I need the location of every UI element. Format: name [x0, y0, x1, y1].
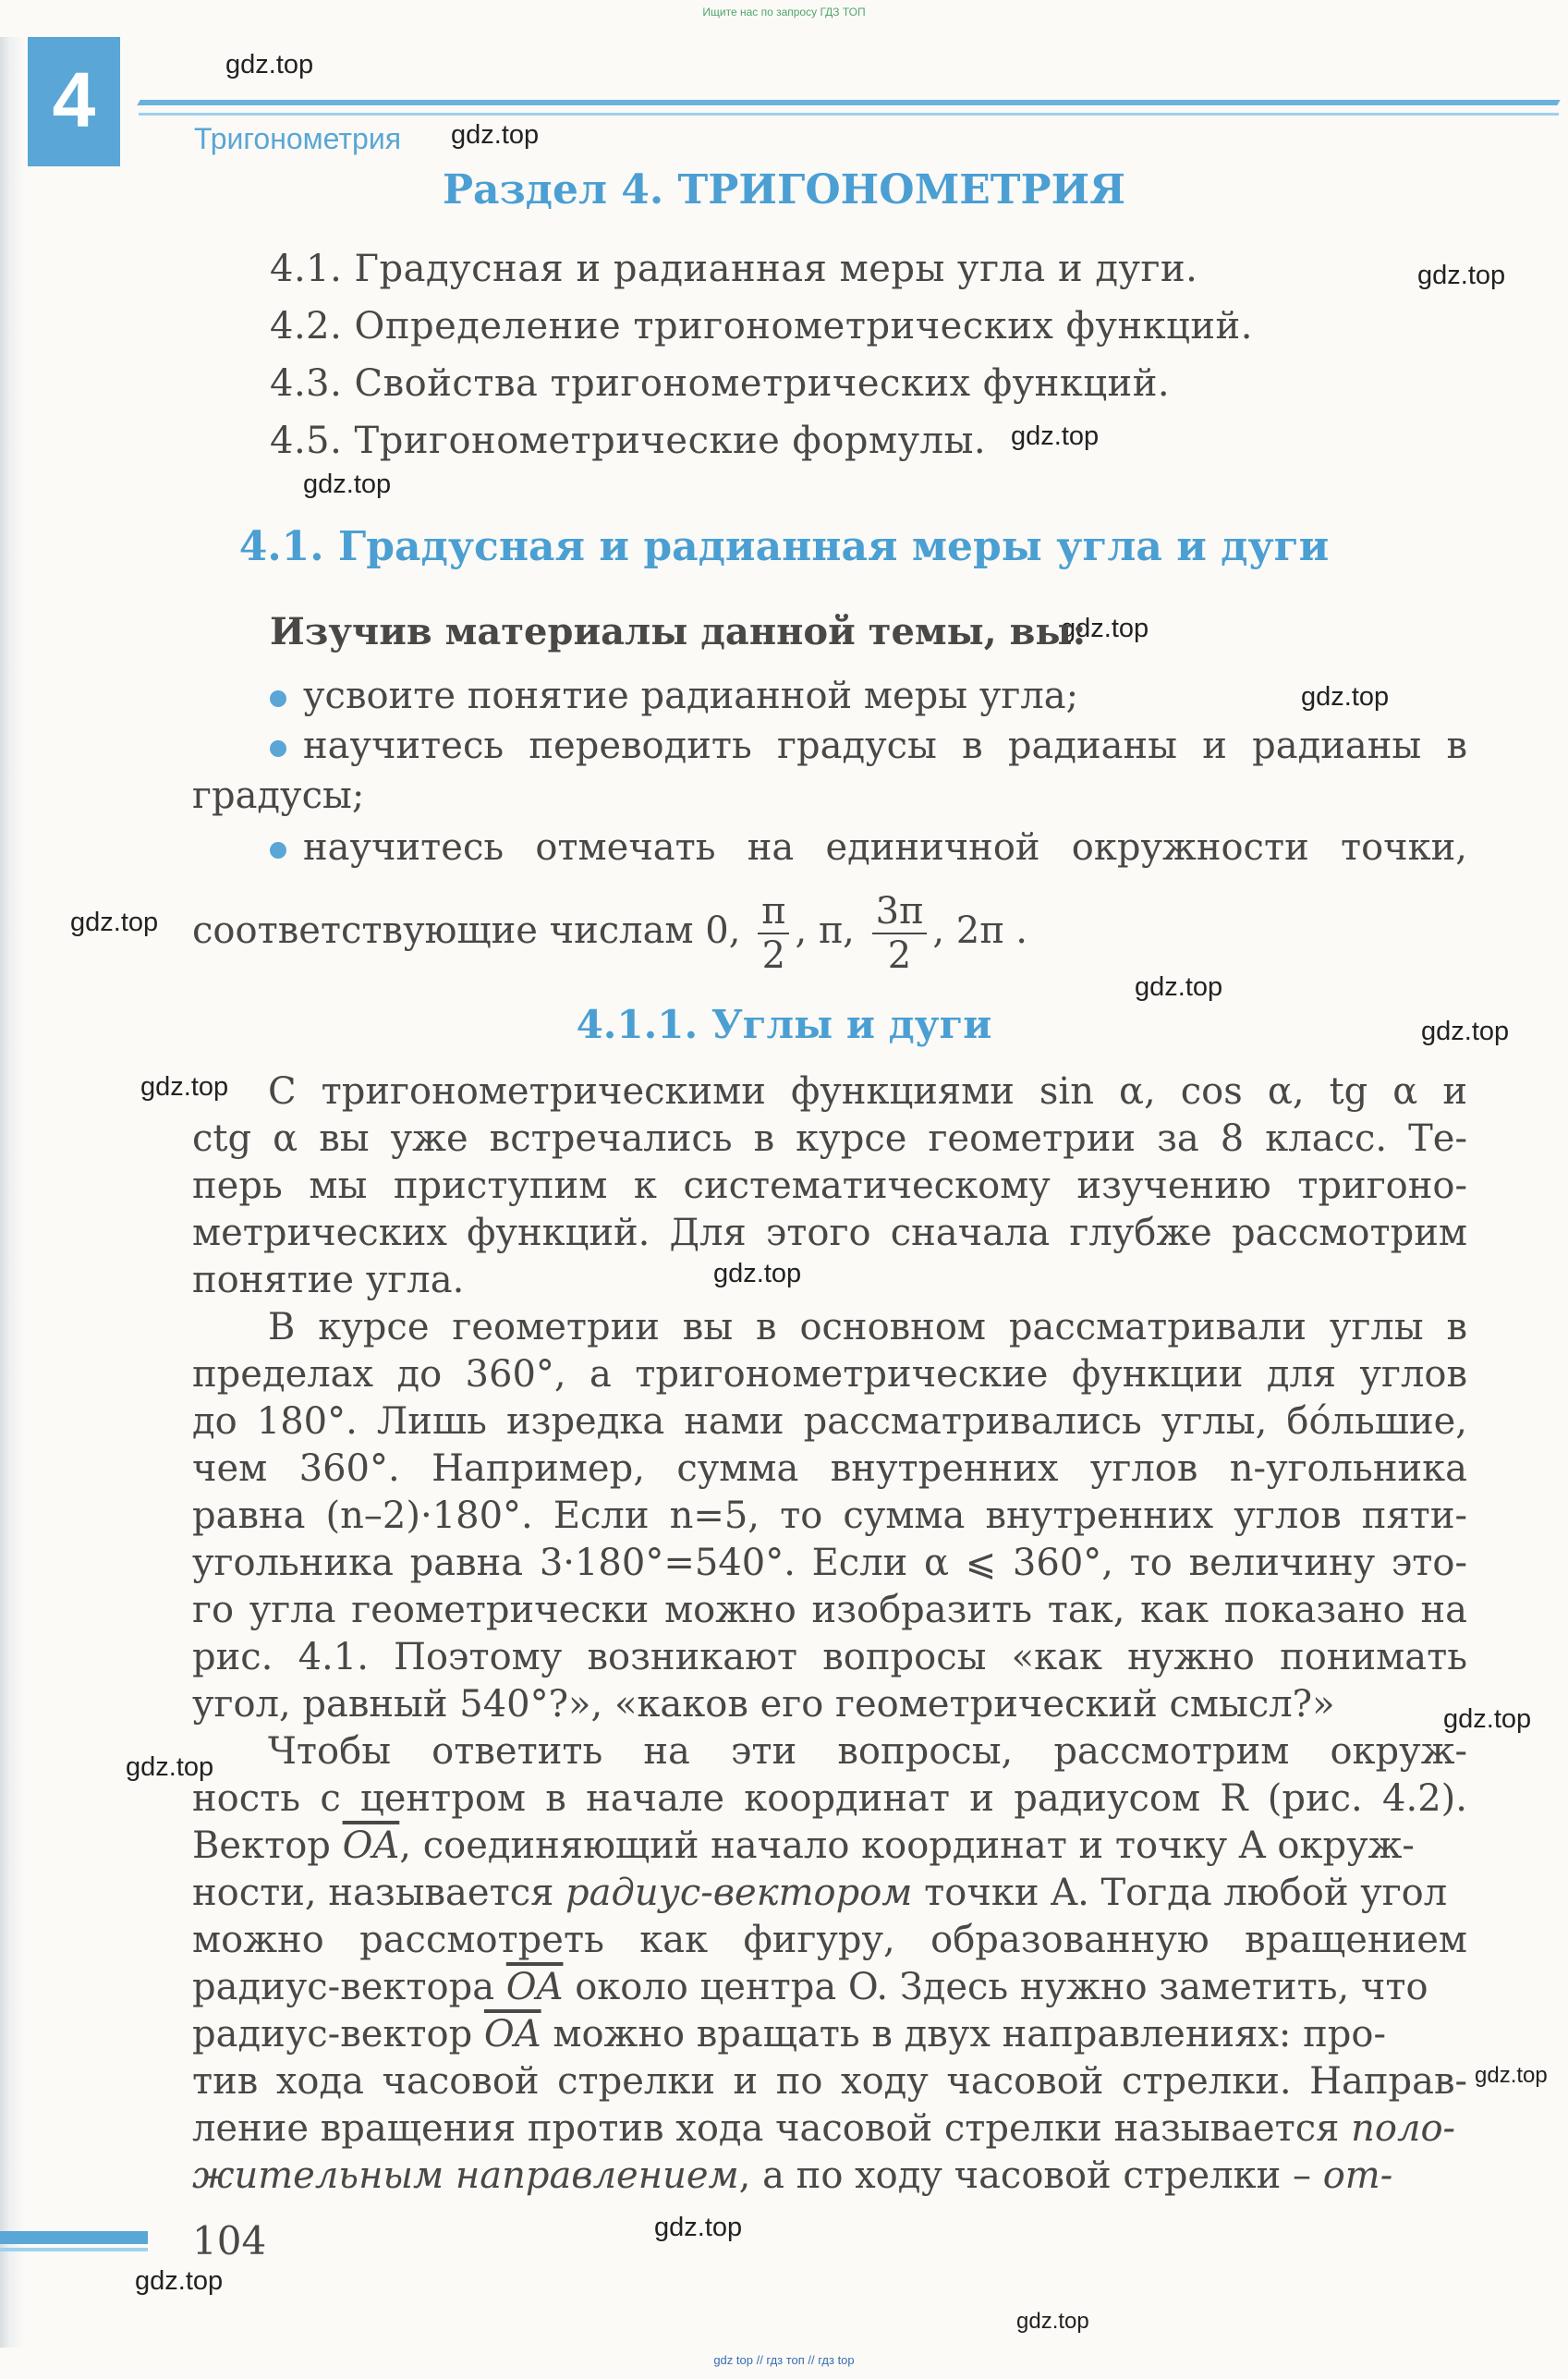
text-line: го угла геометрически можно изобразить так, как показано на	[192, 1589, 1467, 1631]
goal-item-cont: соответствующие числам 0, $\frac{\pi}{2}$ , π, $\frac{3\pi}{2}$ , 2π .	[192, 890, 1027, 977]
subsection-title: 4.1. Градусная и радианная меры угла и дуги	[238, 523, 1330, 570]
header-rule-thin	[139, 113, 1559, 116]
bullet-icon	[270, 690, 286, 707]
text-line: С тригонометрическими функциями sin α, cos α, tg α и	[268, 1070, 1468, 1113]
watermark: gdz.top	[70, 908, 159, 937]
footer-bar-thin	[0, 2248, 148, 2251]
bottom-notice: gdz top // гдз топ // гдз top	[713, 2353, 855, 2367]
goals-intro: Изучив материалы данной темы, вы:	[270, 610, 1087, 653]
watermark: gdz.top	[713, 1259, 802, 1288]
watermark: gdz.top	[303, 470, 392, 499]
text-line: ность с центром в начале координат и радиусом R (рис. 4.2).	[192, 1777, 1467, 1820]
watermark: gdz.top	[135, 2266, 224, 2296]
fraction: $\frac{\pi}{2}$	[758, 890, 789, 977]
text-line: перь мы приступим к систематическому изучению тригоно-	[192, 1165, 1467, 1207]
vector-oa: $\overline{OA}$	[342, 1824, 400, 1867]
text-line: Чтобы ответить на эти вопросы, рассмотрим окруж-	[268, 1730, 1467, 1773]
text-line: можно рассмотреть как фигуру, образованную вращением	[192, 1919, 1467, 1961]
text-line: Вектор $\overline{OA}$, соединяющий начало координат и точку A окруж-	[192, 1824, 1415, 1867]
watermark: gdz.top	[1417, 261, 1506, 290]
text-line: понятие угла.	[192, 1259, 465, 1301]
text-line: угольника равна 3·180°=540°. Если α ⩽ 360°, то величину это-	[192, 1542, 1467, 1584]
goal-item: усвоите понятие радианной меры угла;	[270, 673, 1545, 720]
goal-item: научитесь переводить градусы в радианы и радианы в	[270, 723, 1467, 770]
watermark: gdz.top	[1301, 682, 1390, 712]
footer-bar	[0, 2231, 148, 2244]
watermark: gdz.top	[451, 120, 540, 150]
page-edge	[0, 37, 24, 2348]
text-line: чем 360°. Например, сумма внутренних углов n-угольника	[192, 1447, 1467, 1490]
text-line: метрических функций. Для этого сначала глубже рассмотрим	[192, 1212, 1467, 1254]
watermark: gdz.top	[1443, 1704, 1532, 1734]
goal-item-cont: градусы;	[192, 775, 365, 817]
text-line: тив хода часовой стрелки и по ходу часовой стрелки. Направ-	[192, 2060, 1467, 2103]
text-line: радиус-вектора $\overline{OA}$ около центра O. Здесь нужно заметить, что	[192, 1966, 1428, 2008]
watermark: gdz.top	[1061, 614, 1149, 643]
vector-oa: $\overline{OA}$	[505, 1966, 564, 2008]
text-line: ление вращения против хода часовой стрелки называется поло-	[192, 2107, 1456, 2150]
bullet-icon	[270, 740, 286, 757]
text-line: радиус-вектор $\overline{OA}$ можно вращать в двух направлениях: про-	[192, 2013, 1386, 2056]
watermark: gdz.top	[1421, 1017, 1510, 1046]
vector-oa: $\overline{OA}$	[483, 2013, 541, 2056]
chapter-number: 4	[52, 56, 96, 143]
header-rule	[137, 100, 1560, 105]
goal-item: научитесь отмечать на единичной окружности точки,	[270, 824, 1467, 872]
toc-item: 4.5. Тригонометрические формулы.	[270, 420, 987, 462]
page-number: 104	[192, 2218, 267, 2263]
text-line: ctg α вы уже встречались в курсе геометрии за 8 класс. Те-	[192, 1117, 1467, 1160]
watermark: gdz.top	[225, 50, 314, 79]
text-line: В курсе геометрии вы в основном рассматривали углы в	[268, 1306, 1467, 1348]
top-notice: Ищите нас по запросу ГДЗ ТОП	[702, 6, 866, 18]
watermark: gdz.top	[1011, 421, 1100, 451]
text-line: пределах до 360°, а тригонометрические функции для углов	[192, 1353, 1467, 1396]
text-line: до 180°. Лишь изредка нами рассматривались углы, бо́льшие,	[192, 1400, 1467, 1443]
watermark: gdz.top	[654, 2213, 743, 2242]
toc-item: 4.1. Градусная и радианная меры угла и дуги.	[270, 248, 1198, 290]
watermark: gdz.top	[1016, 2309, 1089, 2334]
toc-item: 4.3. Свойства тригонометрических функций.	[270, 362, 1171, 405]
text-line: ности, называется радиус-вектором точки A. Тогда любой угол	[192, 1872, 1448, 1914]
text-line: равна (n–2)·180°. Если n=5, то сумма внутренних углов пяти-	[192, 1494, 1467, 1537]
text-line: угол, равный 540°?», «каков его геометрический смысл?»	[192, 1683, 1335, 1726]
watermark: gdz.top	[1135, 972, 1223, 1002]
watermark: gdz.top	[126, 1752, 214, 1782]
page-title: Раздел 4. ТРИГОНОМЕТРИЯ	[442, 166, 1126, 214]
subsubsection-title: 4.1.1. Углы и дуги	[576, 1002, 992, 1047]
bullet-icon	[270, 842, 286, 859]
watermark: gdz.top	[140, 1072, 229, 1102]
fraction: $\frac{3\pi}{2}$	[872, 890, 928, 977]
text-line: жительным направлением, а по ходу часовой стрелки – от-	[192, 2154, 1393, 2197]
toc-item: 4.2. Определение тригонометрических функций.	[270, 305, 1253, 348]
running-header: Тригонометрия	[194, 122, 402, 155]
text-line: рис. 4.1. Поэтому возникают вопросы «как нужно понимать	[192, 1636, 1467, 1678]
watermark: gdz.top	[1475, 2063, 1548, 2088]
